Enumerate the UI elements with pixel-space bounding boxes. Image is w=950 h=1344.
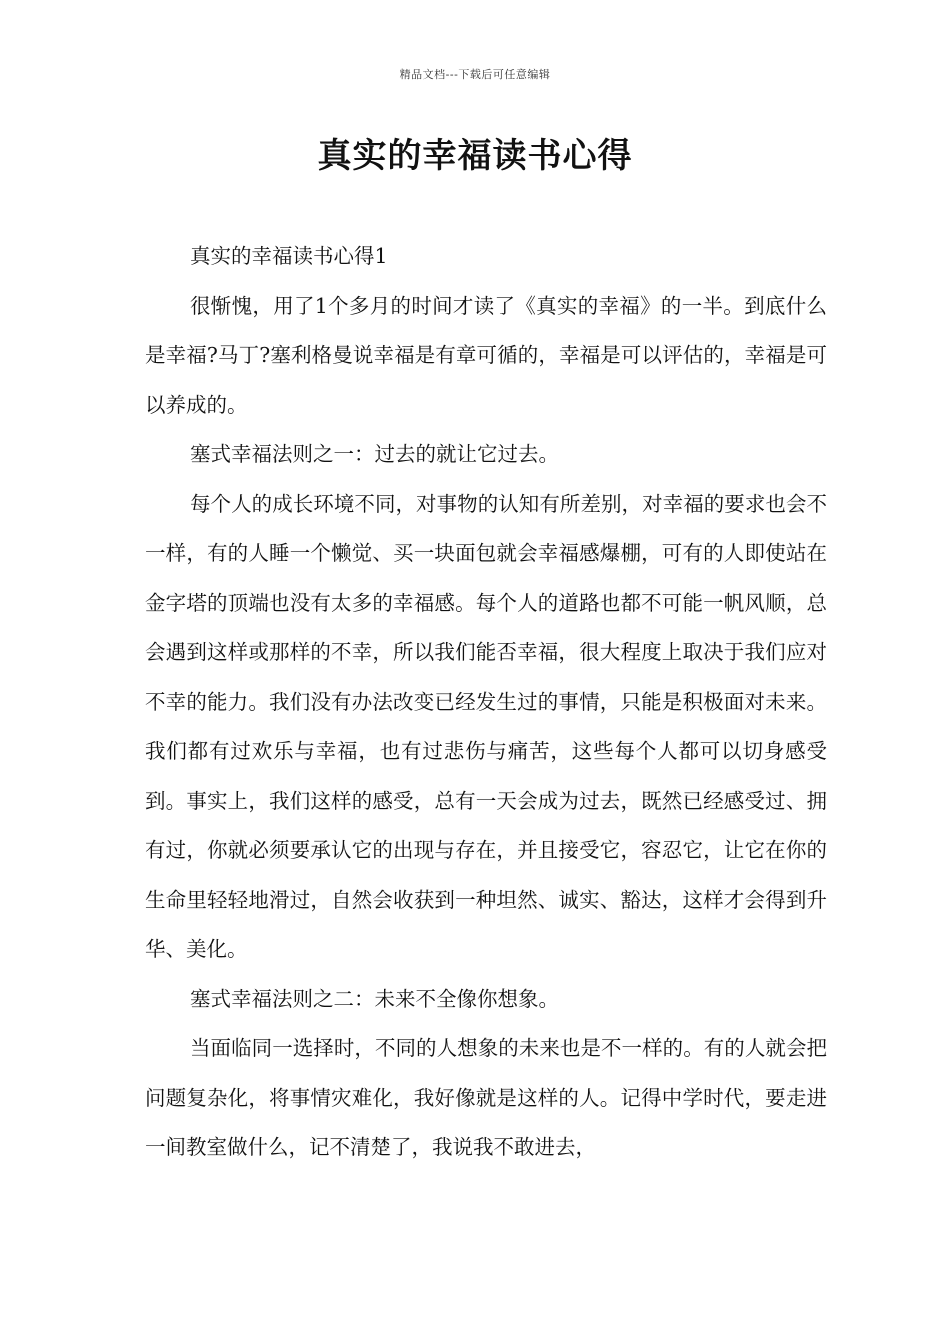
paragraph-rule-two-body: 当面临同一选择时，不同的人想象的未来也是不一样的。有的人就会把问题复杂化，将事情灾难化，我好像就是这样的人。记得中学时代，要走进一间教室做什么，记不清楚了，我说我不敢进去，	[145, 1036, 827, 1159]
paragraph-intro: 很惭愧，用了1个多月的时间才读了《真实的幸福》的一半。到底什么是幸福?马丁?塞利格曼说幸福是有章可循的，幸福是可以评估的，幸福是可以养成的。	[145, 293, 827, 417]
document-body	[145, 232, 827, 1173]
header-note: 精品文档---下载后可任意编辑	[399, 68, 551, 81]
paragraph-rule-one-heading: 塞式幸福法则之一：过去的就让它过去。	[190, 442, 559, 466]
paragraph-rule-one-body: 每个人的成长环境不同，对事物的认知有所差别，对幸福的要求也会不一样，有的人睡一个懒觉、买一块面包就会幸福感爆棚，可有的人即使站在金字塔的顶端也没有太多的幸福感。每个人的道路也都不可能一帆风顺，总会遇到这样或那样的不幸，所以我们能否幸福，很大程度上取决于我们应对不幸的能力。我们没有办法改变已经发生过的事情，只能是积极面对未来。我们都有过欢乐与幸福，也有过悲伤与痛苦，这些每个人都可以切身感受到。事实上，我们这样的感受，总有一天会成为过去，既然已经感受过、拥有过，你就必须要承认它的出现与存在，并且接受它，容忍它，让它在你的生命里轻轻地滑过，自然会收获到一种坦然、诚实、豁达，这样才会得到升华、美化。	[145, 491, 827, 961]
paragraph-rule-two-heading: 塞式幸福法则之二：未来不全像你想象。	[190, 986, 559, 1011]
document-title: 真实的幸福读书心得	[317, 136, 633, 176]
paragraph-subtitle: 真实的幸福读书心得1	[190, 244, 388, 268]
